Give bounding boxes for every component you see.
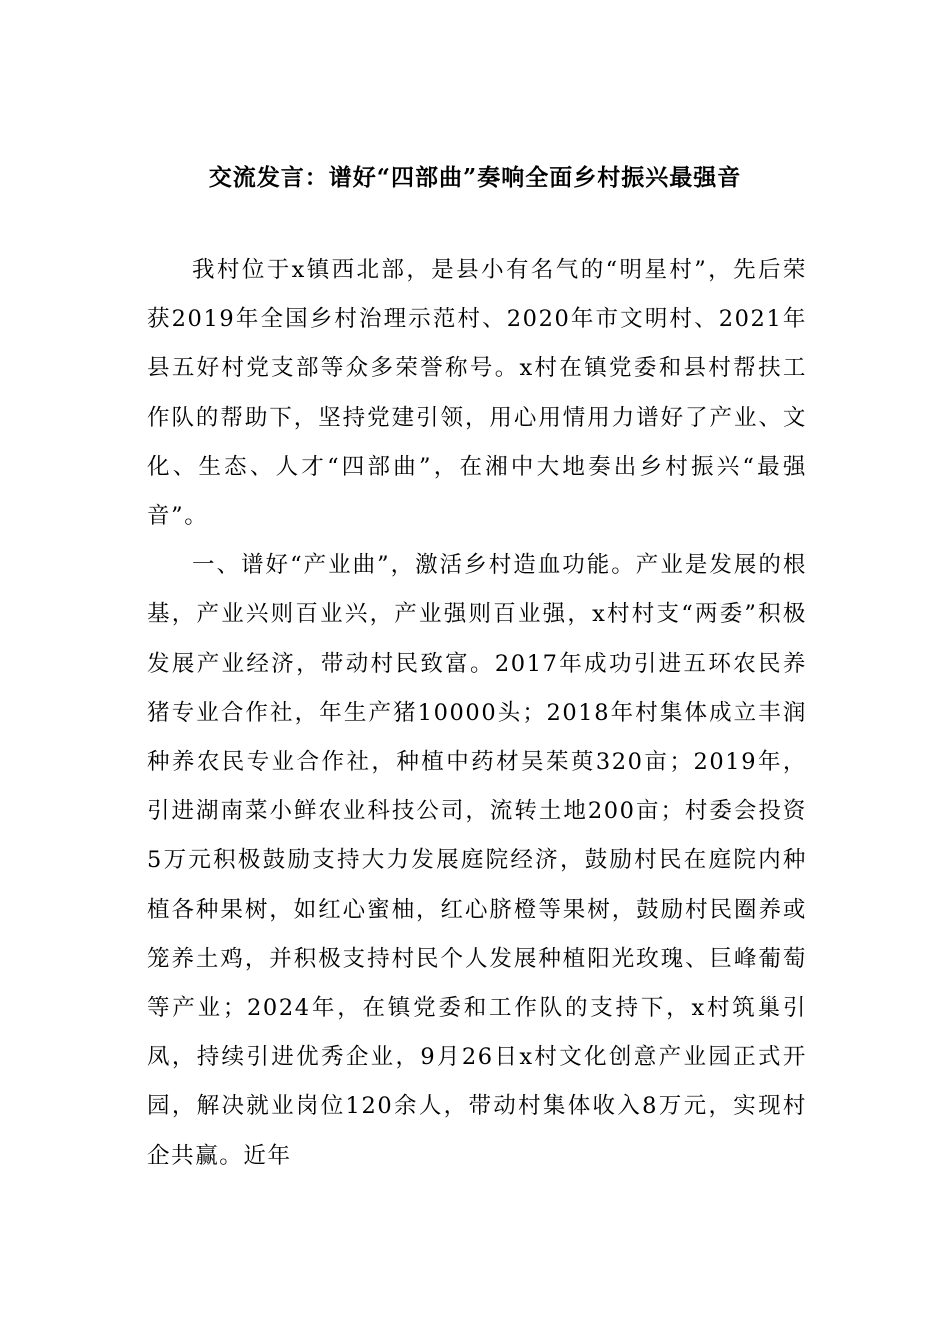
paragraph-industry: 一、谱好“产业曲”，激活乡村造血功能。产业是发展的根基，产业兴则百业兴，产业强则百业强，x村村支“两委”积极发展产业经济，带动村民致富。2017年成功引进五环农民养猪专业合作社，年生产猪10000头；2018年村集体成立丰润种养农民专业合作社，种植中药材吴茱萸320亩；2019年，引进湖南菜小鲜农业科技公司，流转土地200亩；村委会投资5万元积极鼓励支持大力发展庭院经济，鼓励村民在庭院内种植各种果树，如红心蜜柚，红心脐橙等果树，鼓励村民圈养或笼养土鸡，并积极支持村民个人发展种植阳光玫瑰、巨峰葡萄等产业；2024年，在镇党委和工作队的支持下，x村筑巢引凤，持续引进优秀企业，9月26日x村文化创意产业园正式开园，解决就业岗位120余人，带动村集体收入8万元，实现村企共赢。近年 (147, 552, 807, 1169)
document-title: 交流发言：谱好“四部曲”奏响全面乡村振兴最强音 (208, 164, 742, 191)
document-body (147, 246, 807, 1181)
paragraph-intro: 我村位于x镇西北部，是县小有名气的“明星村”，先后荣获2019年全国乡村治理示范村、2020年市文明村、2021年县五好村党支部等众多荣誉称号。x村在镇党委和县村帮扶工作队的帮助下，坚持党建引领，用心用情用力谱好了产业、文化、生态、人才“四部曲”，在湘中大地奏出乡村振兴“最强音”。 (147, 257, 807, 530)
